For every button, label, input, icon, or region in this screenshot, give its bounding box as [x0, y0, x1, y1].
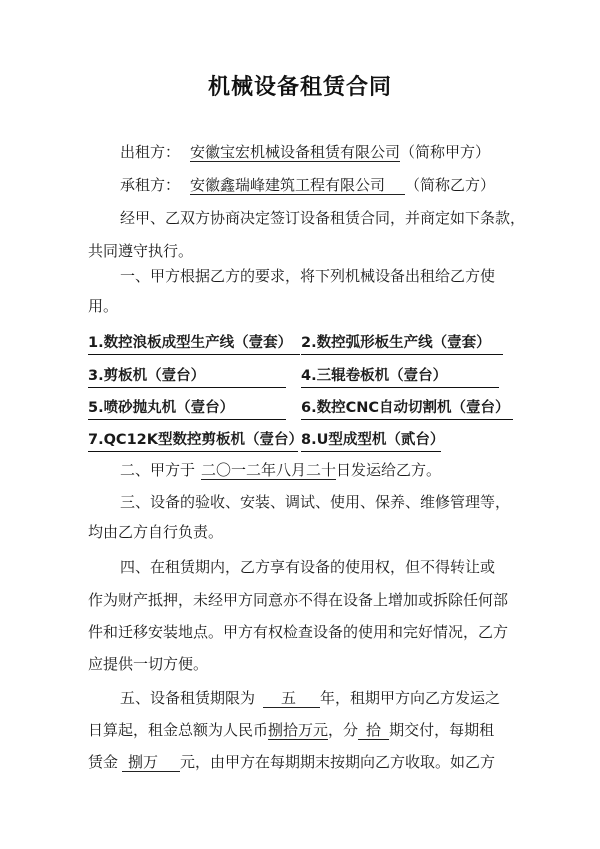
lessor-line	[120, 142, 490, 162]
clause-5-text-c: 日算起，租金总额为人民币	[88, 721, 269, 739]
equipment-item: 3.剪板机（壹台）	[88, 366, 286, 388]
clause-2	[120, 460, 441, 480]
clause-5-text-f: 赁金	[88, 753, 119, 771]
clause-5-line-3	[88, 752, 495, 772]
clause-4-line-3: 件和迁移安装地点。甲方有权检查设备的使用和完好情况，乙方	[88, 623, 509, 641]
clause-3-line-1: 三、设备的验收、安装、调试、使用、保养、维修管理等，	[120, 493, 511, 511]
clause-4-line-1: 四、在租赁期内，乙方享有设备的使用权，但不得转让或	[120, 558, 496, 576]
lessor-abbr: （简称甲方）	[400, 143, 491, 161]
clause-5-text-a: 五、设备租赁期限为	[120, 689, 256, 707]
clause-2-suffix: 日发运给乙方。	[336, 461, 442, 479]
equipment-item: 7.QC12K型数控剪板机（壹台）	[88, 430, 298, 452]
lessee-name: 安徽鑫瑞峰建筑工程有限公司	[190, 176, 405, 195]
clause-1-line-1: 一、甲方根据乙方的要求，将下列机械设备出租给乙方使	[120, 267, 496, 285]
payment-periods: 拾	[358, 721, 389, 740]
equipment-item: 4.三辊卷板机（壹台）	[301, 366, 499, 388]
clause-3-line-2: 均由乙方自行负责。	[88, 523, 224, 541]
lease-term-years: 五	[263, 689, 320, 708]
intro-line-2: 共同遵守执行。	[88, 242, 194, 260]
equipment-item: 2.数控弧形板生产线（壹套）	[301, 333, 503, 355]
rent-total-amount: 捌拾万元	[268, 721, 329, 739]
clause-4-line-4: 应提供一切方便。	[88, 655, 209, 673]
clause-5-text-g: 元，由甲方在每期期末按期向乙方收取。如乙方	[180, 753, 496, 771]
intro-line-1: 经甲、乙双方协商决定签订设备租赁合同，并商定如下条款，	[120, 209, 526, 227]
document-title: 机械设备租赁合同	[207, 75, 392, 100]
equipment-item: 6.数控CNC自动切割机（壹台）	[301, 398, 513, 420]
lessee-line	[120, 175, 495, 195]
equipment-item: 5.喷砂抛丸机（壹台）	[88, 398, 286, 420]
clause-5-line-1	[120, 688, 500, 708]
clause-2-date: 二〇一二年八月二十	[201, 461, 337, 479]
rent-per-period: 捌万	[122, 753, 180, 772]
clause-5-text-d: ，分	[328, 721, 359, 739]
clause-2-prefix: 二、甲方于	[120, 461, 196, 479]
equipment-item: 8.U型成型机（贰台）	[301, 430, 441, 452]
clause-5-line-2	[88, 720, 494, 740]
clause-4-line-2: 作为财产抵押，未经甲方同意亦不得在设备上增加或拆除任何部	[88, 591, 509, 609]
clause-5-text-e: 期交付，每期租	[389, 721, 495, 739]
lessor-label: 出租方：	[120, 143, 181, 161]
lessee-abbr: （简称乙方）	[405, 176, 496, 194]
equipment-item: 1.数控浪板成型生产线（壹套）	[88, 333, 300, 355]
lessor-name: 安徽宝宏机械设备租赁有限公司	[190, 143, 401, 161]
lessee-label: 承租方：	[120, 176, 181, 194]
clause-5-text-b: 年，租期甲方向乙方发运之	[320, 689, 501, 707]
clause-1-line-2: 用。	[88, 297, 119, 315]
